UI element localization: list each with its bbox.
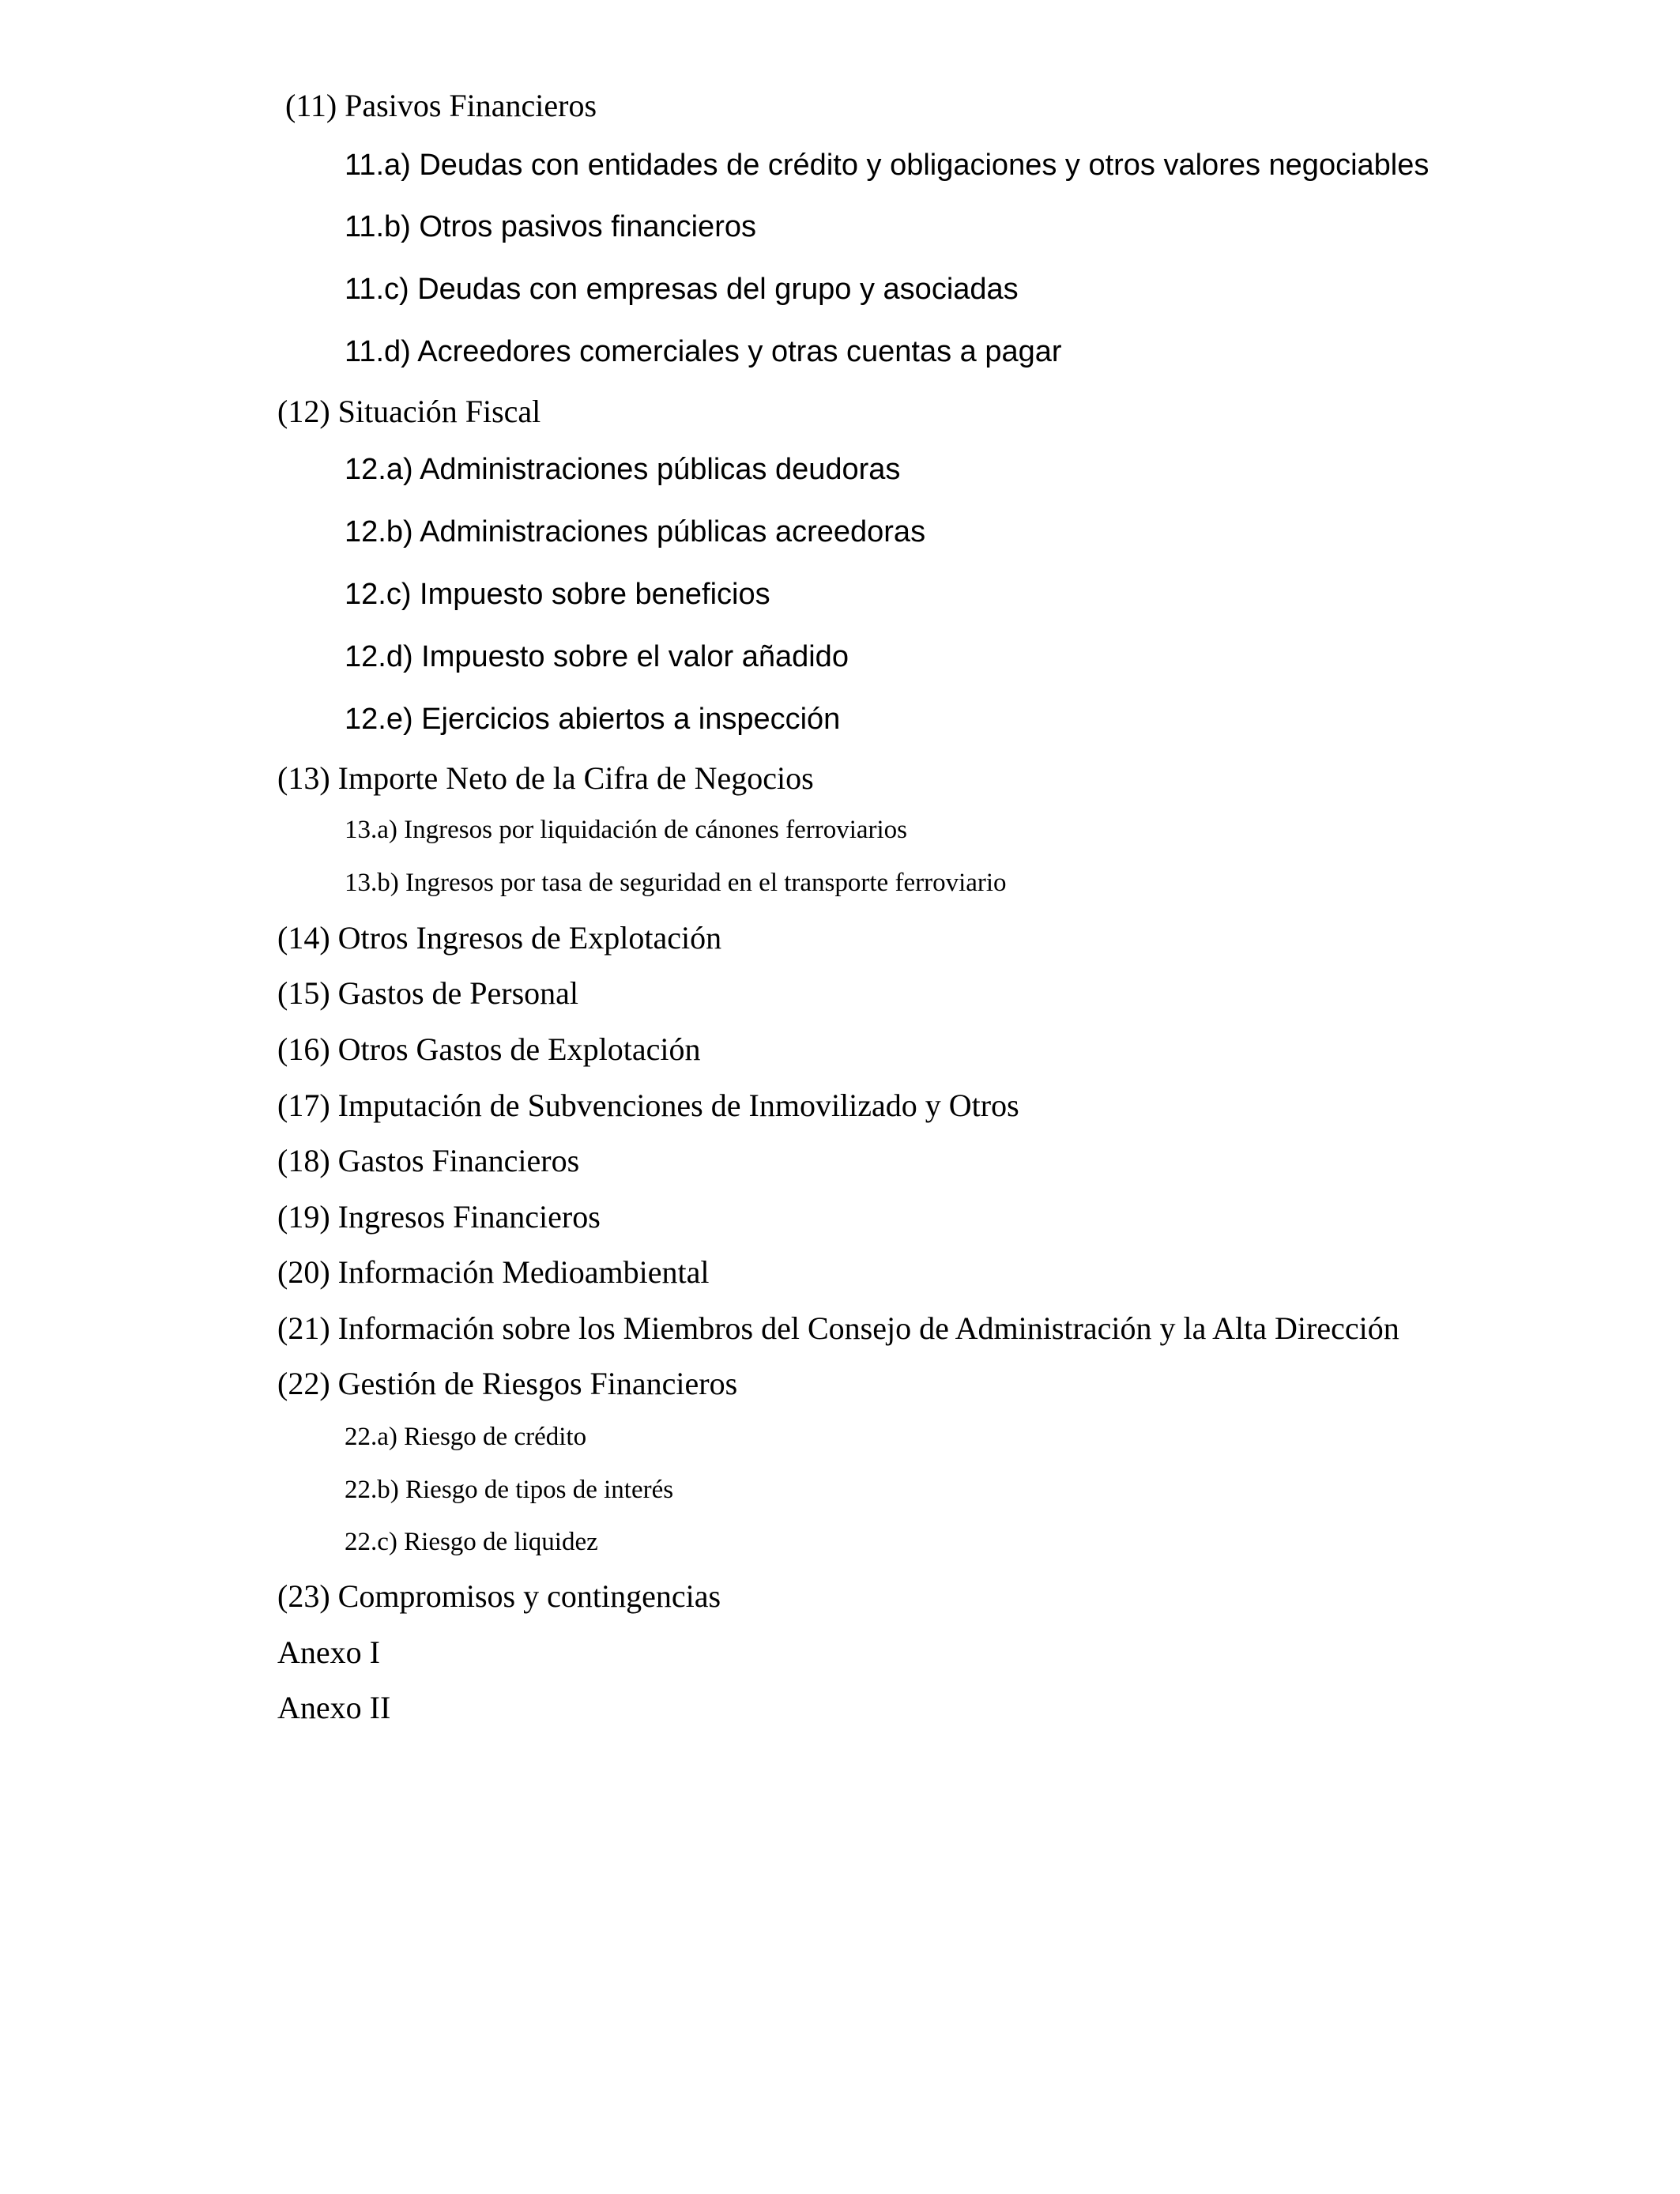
section-11-title: (11) Pasivos Financieros [285,88,597,123]
section-20-title: (20) Información Medioambiental [277,1254,710,1290]
section-12-title: (12) Situación Fiscal [277,394,541,429]
section-11a-item: 11.a) Deudas con entidades de crédito y obligaciones y otros valores negociables [345,149,1430,182]
section-15-title: (15) Gastos de Personal [277,975,579,1011]
section-18-title: (18) Gastos Financieros [277,1143,580,1178]
section-22-title: (22) Gestión de Riesgos Financieros [277,1366,738,1401]
section-22c-item: 22.c) Riesgo de liquidez [345,1528,598,1556]
section-11d-item: 11.d) Acreedores comerciales y otras cuentas a pagar [345,335,1062,368]
section-11c-item: 11.c) Deudas con empresas del grupo y asociadas [345,273,1019,306]
section-12b-item: 12.b) Administraciones públicas acreedoras [345,515,926,548]
section-19-title: (19) Ingresos Financieros [277,1199,601,1235]
section-11b-item: 11.b) Otros pasivos financieros [345,210,756,243]
section-17-title: (17) Imputación de Subvenciones de Inmovilizado y Otros [277,1088,1019,1123]
section-13a-item: 13.a) Ingresos por liquidación de cánones ferroviarios [345,816,908,844]
section-12e-item: 12.e) Ejercicios abiertos a inspección [345,703,841,736]
section-22b-item: 22.b) Riesgo de tipos de interés [345,1476,674,1504]
section-23-title: (23) Compromisos y contingencias [277,1578,721,1614]
section-12c-item: 12.c) Impuesto sobre beneficios [345,578,770,611]
section-21-title: (21) Información sobre los Miembros del Consejo de Administración y la Alta Dirección [277,1310,1399,1346]
section-14-title: (14) Otros Ingresos de Explotación [277,920,722,956]
section-12a-item: 12.a) Administraciones públicas deudoras [345,453,901,486]
section-22a-item: 22.a) Riesgo de crédito [345,1423,587,1451]
annex-2-title: Anexo II [277,1690,391,1725]
annex-1-title: Anexo I [277,1634,380,1670]
section-13-title: (13) Importe Neto de la Cifra de Negocios [277,760,814,796]
section-13b-item: 13.b) Ingresos por tasa de seguridad en el transporte ferroviario [345,869,1007,897]
section-16-title: (16) Otros Gastos de Explotación [277,1031,701,1067]
section-12d-item: 12.d) Impuesto sobre el valor añadido [345,640,849,673]
